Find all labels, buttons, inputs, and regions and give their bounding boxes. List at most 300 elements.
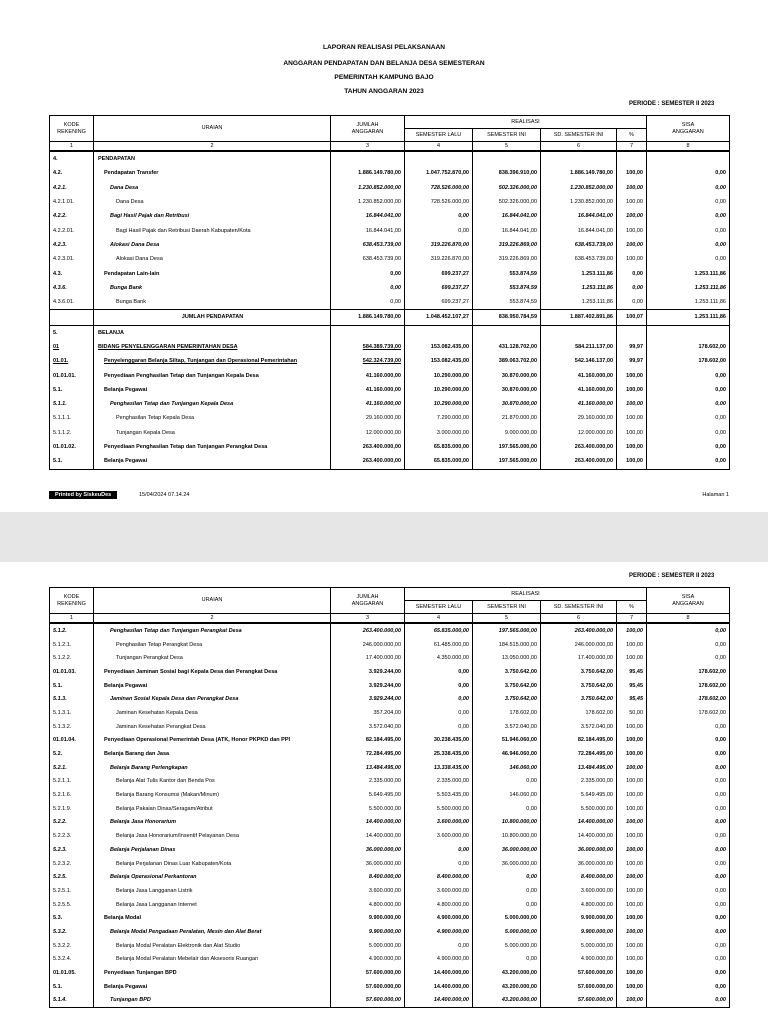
- account-code: 5.1.: [50, 454, 94, 469]
- last-semester-amount: 0,00: [405, 209, 473, 223]
- col-number: 3: [331, 142, 405, 152]
- cumulative-amount: 2.335.000,00: [541, 775, 617, 789]
- this-semester-amount: [473, 151, 541, 166]
- remaining-budget: 0,00: [647, 816, 730, 830]
- cumulative-amount: 3.750.642,00: [541, 679, 617, 693]
- this-semester-amount: 389.063.702,00: [473, 354, 541, 368]
- col-number: 5: [473, 614, 541, 624]
- account-code: 01.01.: [50, 354, 94, 368]
- col-number: 3: [331, 614, 405, 624]
- budget-amount: 3.929.244,00: [331, 679, 405, 693]
- cumulative-amount: 41.160.000,00: [541, 397, 617, 411]
- table-row: [50, 870, 730, 884]
- this-semester-amount: 9.000.000,00: [473, 426, 541, 440]
- budget-amount: 3.600.000,00: [331, 884, 405, 898]
- account-code: 01.01.02.: [50, 440, 94, 454]
- col-kode-header: KODE REKENING: [50, 588, 94, 614]
- description: Belanja Barang Perlengkapan: [94, 761, 331, 775]
- remaining-budget: 0,00: [647, 994, 730, 1008]
- cumulative-amount: 14.400.000,00: [541, 816, 617, 830]
- cumulative-amount: 263.400.000,00: [541, 623, 617, 638]
- percentage: 100,00: [617, 166, 647, 180]
- account-code: 5.1.1.: [50, 397, 94, 411]
- this-semester-amount: 3.750.642,00: [473, 679, 541, 693]
- description: Bagi Hasil Pajak dan Retribusi: [94, 209, 331, 223]
- last-semester-amount: 4.350.000,00: [405, 651, 473, 665]
- col-semester-lalu-header: SEMESTER LALU: [405, 129, 473, 142]
- budget-amount: 41.160.000,00: [331, 397, 405, 411]
- percentage: 100,00: [617, 761, 647, 775]
- last-semester-amount: 1.048.452.107,27: [405, 310, 473, 325]
- remaining-budget: 0,00: [647, 802, 730, 816]
- last-semester-amount: 13.338.435,00: [405, 761, 473, 775]
- col-anggaran-header: JUMLAH ANGGARAN: [331, 588, 405, 614]
- last-semester-amount: 3.600.000,00: [405, 829, 473, 843]
- percentage: 99,97: [617, 340, 647, 354]
- cumulative-amount: 178.602,00: [541, 706, 617, 720]
- cumulative-amount: 5.000.000,00: [541, 939, 617, 953]
- description: Jaminan Kesehatan Kepala Desa: [94, 706, 331, 720]
- fiscal-year: TAHUN ANGGARAN 2023: [344, 88, 424, 95]
- budget-amount: 1.230.852.000,00: [331, 195, 405, 209]
- description: Belanja Jasa Honorarium/Insentif Pelayanan Desa: [94, 829, 331, 843]
- budget-amount: 638.453.739,00: [331, 238, 405, 252]
- remaining-budget: [647, 151, 730, 166]
- percentage: 100,00: [617, 651, 647, 665]
- description: JUMLAH PENDAPATAN: [94, 310, 331, 325]
- budget-amount: 82.184.495,00: [331, 734, 405, 748]
- remaining-budget: 0,00: [647, 720, 730, 734]
- percentage: 100,00: [617, 843, 647, 857]
- period-label: PERIODE : SEMESTER II 2023: [629, 573, 715, 579]
- description: Belanja Alat Tulis Kantor dan Benda Pos: [94, 775, 331, 789]
- this-semester-amount: 197.565.000,00: [473, 440, 541, 454]
- table-row: [50, 884, 730, 898]
- this-semester-amount: [473, 325, 541, 340]
- budget-amount: 14.400.000,00: [331, 816, 405, 830]
- table-row: [50, 638, 730, 652]
- budget-amount: 263.400.000,00: [331, 623, 405, 638]
- cumulative-amount: 12.000.000,00: [541, 426, 617, 440]
- cumulative-amount: 82.184.495,00: [541, 734, 617, 748]
- remaining-budget: 0,00: [647, 440, 730, 454]
- percentage: 0,00: [617, 281, 647, 295]
- last-semester-amount: 0,00: [405, 692, 473, 706]
- last-semester-amount: 319.226.870,00: [405, 252, 473, 266]
- last-semester-amount: 61.485.000,00: [405, 638, 473, 652]
- cumulative-amount: 1.887.402.891,86: [541, 310, 617, 325]
- account-code: 5.1.3.: [50, 692, 94, 706]
- table-row: [50, 980, 730, 994]
- remaining-budget: 1.253.111,86: [647, 310, 730, 325]
- budget-amount: 36.000.000,00: [331, 843, 405, 857]
- account-code: 5.2.5.1.: [50, 884, 94, 898]
- percentage: 100,00: [617, 802, 647, 816]
- last-semester-amount: 699.237,27: [405, 281, 473, 295]
- col-number: 4: [405, 614, 473, 624]
- table-row: [50, 252, 730, 266]
- realization-table: [49, 587, 730, 1008]
- budget-amount: 2.335.000,00: [331, 775, 405, 789]
- percentage: 100,00: [617, 857, 647, 871]
- percentage: 0,00: [617, 295, 647, 310]
- account-code: 5.1.: [50, 383, 94, 397]
- last-semester-amount: 14.400.000,00: [405, 994, 473, 1008]
- description: Belanja Modal: [94, 911, 331, 925]
- this-semester-amount: 3.750.642,00: [473, 665, 541, 679]
- percentage: 100,00: [617, 638, 647, 652]
- print-date: 15/04/2024 07.14.24: [139, 492, 190, 498]
- col-number: 1: [50, 614, 94, 624]
- last-semester-amount: 699.237,27: [405, 266, 473, 280]
- cumulative-amount: 263.400.000,00: [541, 440, 617, 454]
- col-sd-semester-header: SD. SEMESTER INI: [541, 129, 617, 142]
- report-page-2: [0, 562, 768, 1024]
- budget-amount: 57.600.000,00: [331, 994, 405, 1008]
- account-code: 4.2.: [50, 166, 94, 180]
- remaining-budget: 178.602,00: [647, 354, 730, 368]
- budget-amount: 14.400.000,00: [331, 829, 405, 843]
- percentage: 100,00: [617, 368, 647, 382]
- col-uraian-header: URAIAN: [94, 116, 331, 142]
- government-name: PEMERINTAH KAMPUNG BAJO: [334, 74, 434, 81]
- this-semester-amount: 319.226.869,00: [473, 252, 541, 266]
- budget-amount: 584.389.739,00: [331, 340, 405, 354]
- description: Belanja Pegawai: [94, 454, 331, 469]
- cumulative-amount: [541, 151, 617, 166]
- percentage: 100,00: [617, 898, 647, 912]
- cumulative-amount: 1.230.852.000,00: [541, 181, 617, 195]
- table-row: [50, 195, 730, 209]
- description: Dana Desa: [94, 181, 331, 195]
- this-semester-amount: 43.200.000,00: [473, 994, 541, 1008]
- budget-amount: 3.929.244,00: [331, 692, 405, 706]
- remaining-budget: 178.602,00: [647, 692, 730, 706]
- last-semester-amount: 10.290.000,00: [405, 397, 473, 411]
- this-semester-amount: 319.226.869,00: [473, 238, 541, 252]
- budget-amount: 5.500.000,00: [331, 802, 405, 816]
- cumulative-amount: 1.253.111,86: [541, 295, 617, 310]
- cumulative-amount: 14.400.000,00: [541, 829, 617, 843]
- budget-amount: 13.484.495,00: [331, 761, 405, 775]
- remaining-budget: 1.253.111,86: [647, 281, 730, 295]
- account-code: 4.2.1.: [50, 181, 94, 195]
- remaining-budget: 0,00: [647, 939, 730, 953]
- account-code: 4.2.2.: [50, 209, 94, 223]
- percentage: 100,00: [617, 720, 647, 734]
- cumulative-amount: 41.160.000,00: [541, 383, 617, 397]
- budget-amount: 36.000.000,00: [331, 857, 405, 871]
- col-number: 8: [647, 142, 730, 152]
- cumulative-amount: 4.800.000,00: [541, 898, 617, 912]
- col-number: 1: [50, 142, 94, 152]
- col-semester-ini-header: SEMESTER INI: [473, 129, 541, 142]
- description: Penyediaan Penghasilan Tetap dan Tunjangan Perangkat Desa: [94, 440, 331, 454]
- cumulative-amount: 13.484.495,00: [541, 761, 617, 775]
- cumulative-amount: 57.600.000,00: [541, 966, 617, 980]
- account-code: 5.2.1.1.: [50, 775, 94, 789]
- report-subtitle: ANGGARAN PENDAPATAN DAN BELANJA DESA SEMESTERAN: [283, 60, 485, 67]
- remaining-budget: 0,00: [647, 383, 730, 397]
- budget-amount: 542.324.739,00: [331, 354, 405, 368]
- this-semester-amount: 16.844.041,00: [473, 223, 541, 237]
- cumulative-amount: 584.211.137,00: [541, 340, 617, 354]
- description: Belanja Modal Peralatan Elektronik dan Alat Studio: [94, 939, 331, 953]
- cumulative-amount: 638.453.739,00: [541, 252, 617, 266]
- table-row: [50, 397, 730, 411]
- last-semester-amount: [405, 151, 473, 166]
- last-semester-amount: 3.600.000,00: [405, 816, 473, 830]
- percentage: 50,00: [617, 706, 647, 720]
- last-semester-amount: 699.237,27: [405, 295, 473, 310]
- this-semester-amount: 553.874,59: [473, 295, 541, 310]
- account-code: 5.2.1.6.: [50, 788, 94, 802]
- percentage: 100,00: [617, 775, 647, 789]
- cumulative-amount: 638.453.739,00: [541, 238, 617, 252]
- budget-amount: 263.400.000,00: [331, 440, 405, 454]
- table-row: [50, 368, 730, 382]
- table-row: [50, 651, 730, 665]
- remaining-budget: 0,00: [647, 181, 730, 195]
- percentage: 100,00: [617, 383, 647, 397]
- account-code: 5.1.: [50, 980, 94, 994]
- this-semester-amount: 553.874,59: [473, 266, 541, 280]
- this-semester-amount: 10.800.000,00: [473, 829, 541, 843]
- percentage: 100,00: [617, 209, 647, 223]
- remaining-budget: 0,00: [647, 734, 730, 748]
- description: Belanja Barang Konsumsi (Makan/Minum): [94, 788, 331, 802]
- budget-amount: 0,00: [331, 281, 405, 295]
- remaining-budget: 0,00: [647, 747, 730, 761]
- remaining-budget: 0,00: [647, 953, 730, 967]
- cumulative-amount: 5.500.000,00: [541, 802, 617, 816]
- last-semester-amount: 0,00: [405, 665, 473, 679]
- table-row: [50, 354, 730, 368]
- table-row: [50, 238, 730, 252]
- this-semester-amount: 36.000.000,00: [473, 857, 541, 871]
- description: Jaminan Kesehatan Perangkat Desa: [94, 720, 331, 734]
- percentage: [617, 325, 647, 340]
- description: Penyediaan Jaminan Sosial bagi Kepala Desa dan Perangkat Desa: [94, 665, 331, 679]
- last-semester-amount: 0,00: [405, 223, 473, 237]
- description: Belanja Jasa Honorarium: [94, 816, 331, 830]
- table-row: [50, 411, 730, 425]
- description: BELANJA: [94, 325, 331, 340]
- last-semester-amount: 728.526.000,00: [405, 181, 473, 195]
- description: PENDAPATAN: [94, 151, 331, 166]
- remaining-budget: 0,00: [647, 397, 730, 411]
- this-semester-amount: 43.200.000,00: [473, 966, 541, 980]
- col-realisasi-header: REALISASI: [405, 588, 647, 601]
- this-semester-amount: 0,00: [473, 802, 541, 816]
- table-row: [50, 426, 730, 440]
- remaining-budget: 0,00: [647, 638, 730, 652]
- remaining-budget: 0,00: [647, 651, 730, 665]
- col-persen-header: %: [617, 601, 647, 614]
- last-semester-amount: 14.400.000,00: [405, 980, 473, 994]
- account-code: [50, 310, 94, 325]
- description: Penyediaan Penghasilan Tetap dan Tunjangan Kepala Desa: [94, 368, 331, 382]
- budget-amount: 12.000.000,00: [331, 426, 405, 440]
- this-semester-amount: 184.515.000,00: [473, 638, 541, 652]
- account-code: 5.: [50, 325, 94, 340]
- this-semester-amount: 30.870.000,00: [473, 383, 541, 397]
- cumulative-amount: 542.146.137,00: [541, 354, 617, 368]
- total-row: [50, 310, 730, 325]
- description: Dana Desa: [94, 195, 331, 209]
- account-code: 5.1.3.2.: [50, 720, 94, 734]
- col-kode-header: KODE REKENING: [50, 116, 94, 142]
- page-number: Halaman 1: [702, 492, 729, 498]
- description: Penyelenggaran Belanja Siltap, Tunjangan dan Operasional Pemerintahan: [94, 354, 331, 368]
- description: Pendapatan Lain-lain: [94, 266, 331, 280]
- percentage: 100,00: [617, 939, 647, 953]
- remaining-budget: 0,00: [647, 911, 730, 925]
- col-sisa-header: SISA ANGGARAN: [647, 116, 730, 142]
- remaining-budget: 178.602,00: [647, 340, 730, 354]
- remaining-budget: 0,00: [647, 898, 730, 912]
- page-footer: [49, 491, 729, 501]
- account-code: 4.2.3.01.: [50, 252, 94, 266]
- percentage: 100,00: [617, 623, 647, 638]
- col-number: 4: [405, 142, 473, 152]
- description: Penghasilan Tetap Kepala Desa: [94, 411, 331, 425]
- remaining-budget: 178.602,00: [647, 706, 730, 720]
- percentage: 100,00: [617, 953, 647, 967]
- description: Alokasi Dana Desa: [94, 238, 331, 252]
- description: Belanja Perjalanan Dinas Luar Kabupaten/Kota: [94, 857, 331, 871]
- last-semester-amount: 14.400.000,00: [405, 966, 473, 980]
- realization-table: [49, 115, 730, 470]
- description: Alokasi Dana Desa: [94, 252, 331, 266]
- budget-amount: 72.284.495,00: [331, 747, 405, 761]
- this-semester-amount: 553.874,59: [473, 281, 541, 295]
- cumulative-amount: 1.886.149.780,00: [541, 166, 617, 180]
- col-persen-header: %: [617, 129, 647, 142]
- remaining-budget: 0,00: [647, 829, 730, 843]
- this-semester-amount: 51.946.060,00: [473, 734, 541, 748]
- cumulative-amount: 9.900.000,00: [541, 925, 617, 939]
- budget-amount: 246.000.000,00: [331, 638, 405, 652]
- account-code: 01: [50, 340, 94, 354]
- table-row: [50, 720, 730, 734]
- last-semester-amount: 65.835.000,00: [405, 454, 473, 469]
- last-semester-amount: 0,00: [405, 857, 473, 871]
- last-semester-amount: 2.335.000,00: [405, 775, 473, 789]
- last-semester-amount: 65.835.000,00: [405, 440, 473, 454]
- col-number: 7: [617, 142, 647, 152]
- remaining-budget: 0,00: [647, 788, 730, 802]
- this-semester-amount: 30.870.000,00: [473, 397, 541, 411]
- this-semester-amount: 502.326.000,00: [473, 195, 541, 209]
- table-row: [50, 692, 730, 706]
- description: Belanja Modal Peralatan Mebelair dan Aksesoris Ruangan: [94, 953, 331, 967]
- account-code: 5.3.2.4.: [50, 953, 94, 967]
- table-row: [50, 325, 730, 340]
- account-code: 5.2.5.5.: [50, 898, 94, 912]
- col-number: 5: [473, 142, 541, 152]
- table-row: [50, 857, 730, 871]
- percentage: 100,00: [617, 397, 647, 411]
- last-semester-amount: 4.900.000,00: [405, 911, 473, 925]
- cumulative-amount: [541, 325, 617, 340]
- remaining-budget: 0,00: [647, 925, 730, 939]
- percentage: 95,45: [617, 692, 647, 706]
- description: Bagi Hasil Pajak dan Retribusi Daerah Kabupaten/Kota: [94, 223, 331, 237]
- description: Belanja Pegawai: [94, 980, 331, 994]
- percentage: 100,00: [617, 195, 647, 209]
- cumulative-amount: 36.000.000,00: [541, 843, 617, 857]
- table-row: [50, 816, 730, 830]
- description: Penghasilan Tetap dan Tunjangan Kepala Desa: [94, 397, 331, 411]
- account-code: 5.1.3.1.: [50, 706, 94, 720]
- description: Tunjangan BPD: [94, 994, 331, 1008]
- description: Penghasilan Tetap Perangkat Desa: [94, 638, 331, 652]
- last-semester-amount: 153.082.435,00: [405, 354, 473, 368]
- remaining-budget: 178.602,00: [647, 679, 730, 693]
- table-row: [50, 209, 730, 223]
- account-code: 5.2.2.3.: [50, 829, 94, 843]
- last-semester-amount: 4.900.000,00: [405, 925, 473, 939]
- table-row: [50, 898, 730, 912]
- table-row: [50, 166, 730, 180]
- description: Penyediaan Tunjangan BPD: [94, 966, 331, 980]
- remaining-budget: 0,00: [647, 166, 730, 180]
- percentage: 100,00: [617, 181, 647, 195]
- account-code: 4.3.: [50, 266, 94, 280]
- report-title: LAPORAN REALISASI PELAKSANAAN: [323, 44, 445, 51]
- table-body: [50, 623, 730, 1008]
- percentage: 100,00: [617, 426, 647, 440]
- last-semester-amount: 0,00: [405, 939, 473, 953]
- this-semester-amount: 502.326.000,00: [473, 181, 541, 195]
- last-semester-amount: 25.338.435,00: [405, 747, 473, 761]
- remaining-budget: 0,00: [647, 761, 730, 775]
- table-row: [50, 706, 730, 720]
- table-row: [50, 761, 730, 775]
- percentage: 100,00: [617, 994, 647, 1008]
- table-row: [50, 802, 730, 816]
- cumulative-amount: 41.160.000,00: [541, 368, 617, 382]
- description: Bunga Bank: [94, 295, 331, 310]
- account-code: 01.01.04.: [50, 734, 94, 748]
- account-code: 01.01.03.: [50, 665, 94, 679]
- table-row: [50, 454, 730, 469]
- last-semester-amount: 1.047.752.870,00: [405, 166, 473, 180]
- budget-amount: 8.400.000,00: [331, 870, 405, 884]
- cumulative-amount: 3.750.642,00: [541, 692, 617, 706]
- table-row: [50, 340, 730, 354]
- percentage: 100,07: [617, 310, 647, 325]
- col-number: 2: [94, 142, 331, 152]
- cumulative-amount: 1.253.111,86: [541, 281, 617, 295]
- this-semester-amount: 3.572.040,00: [473, 720, 541, 734]
- this-semester-amount: 146.060,00: [473, 788, 541, 802]
- percentage: 100,00: [617, 911, 647, 925]
- table-row: [50, 665, 730, 679]
- description: Belanja Pegawai: [94, 679, 331, 693]
- budget-amount: 0,00: [331, 266, 405, 280]
- account-code: 5.2.5.: [50, 870, 94, 884]
- budget-amount: 17.400.000,00: [331, 651, 405, 665]
- account-code: 5.1.1.1.: [50, 411, 94, 425]
- account-code: 4.2.2.01.: [50, 223, 94, 237]
- budget-amount: 1.230.852.000,00: [331, 181, 405, 195]
- this-semester-amount: 16.844.041,00: [473, 209, 541, 223]
- col-number: 6: [541, 142, 617, 152]
- last-semester-amount: 153.082.435,00: [405, 340, 473, 354]
- this-semester-amount: 0,00: [473, 870, 541, 884]
